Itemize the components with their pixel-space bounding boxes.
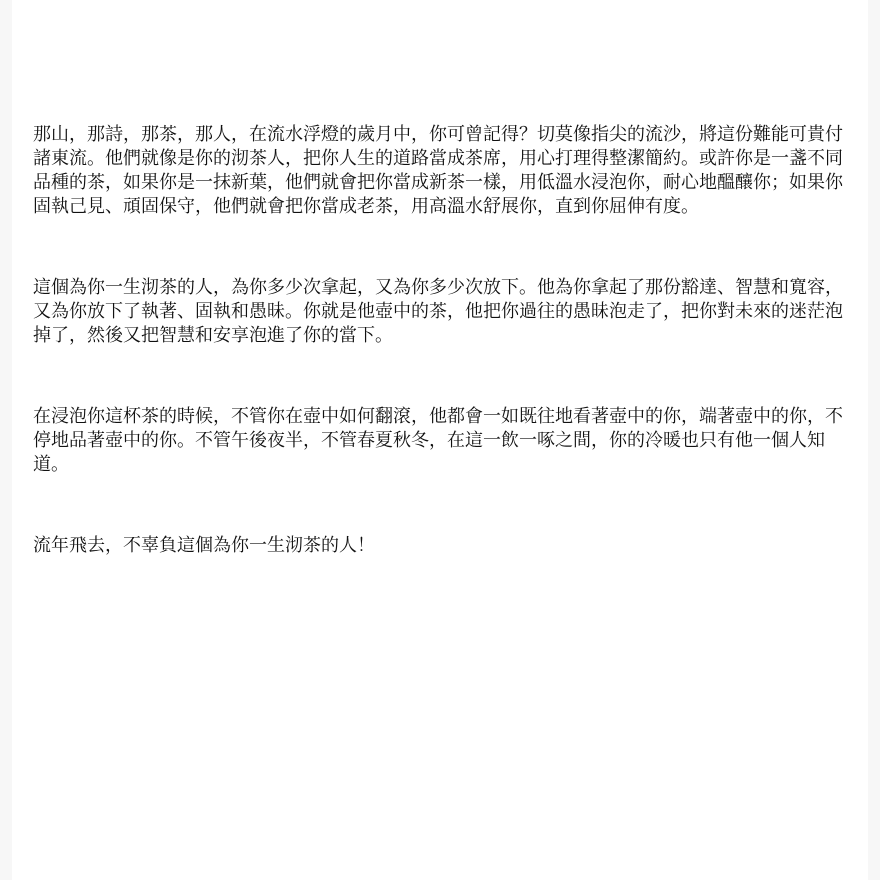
paragraph-2: 這個為你一生沏茶的人，為你多少次拿起，又為你多少次放下。他為你拿起了那份豁達、智慧和寬容，又為你放下了執著、固執和愚昧。你就是他壺中的茶，他把你過往的愚昧泡走了，把你對未來的迷茫泡掉了，然後又把智慧和安享泡進了你的當下。 <box>33 277 843 346</box>
paragraph-4: 流年飛去，不辜負這個為你一生沏茶的人！ <box>33 535 375 556</box>
paragraph-1: 那山，那詩，那茶，那人，在流水浮燈的歲月中，你可曾記得？切莫像指尖的流沙，將這份難能可貴付諸東流。他們就像是你的沏茶人，把你人生的道路當成茶席，用心打理得整潔簡約。或許你是一盞不同品種的茶，如果你是一抹新葉，他們就會把你當成新茶一樣，用低溫水浸泡你，耐心地醞釀你；如果你固執己見、頑固保守，他們就會把你當成老茶，用高溫水舒展你，直到你屈伸有度。 <box>33 124 843 217</box>
article-body <box>33 123 855 558</box>
paragraph-3: 在浸泡你這杯茶的時候，不管你在壺中如何翻滾，他都會一如既往地看著壺中的你，端著壺中的你，不停地品著壺中的你。不管午後夜半，不管春夏秋冬，在這一飲一啄之間，你的冷暖也只有他一個人知道。 <box>33 406 843 475</box>
document-page <box>12 0 868 880</box>
